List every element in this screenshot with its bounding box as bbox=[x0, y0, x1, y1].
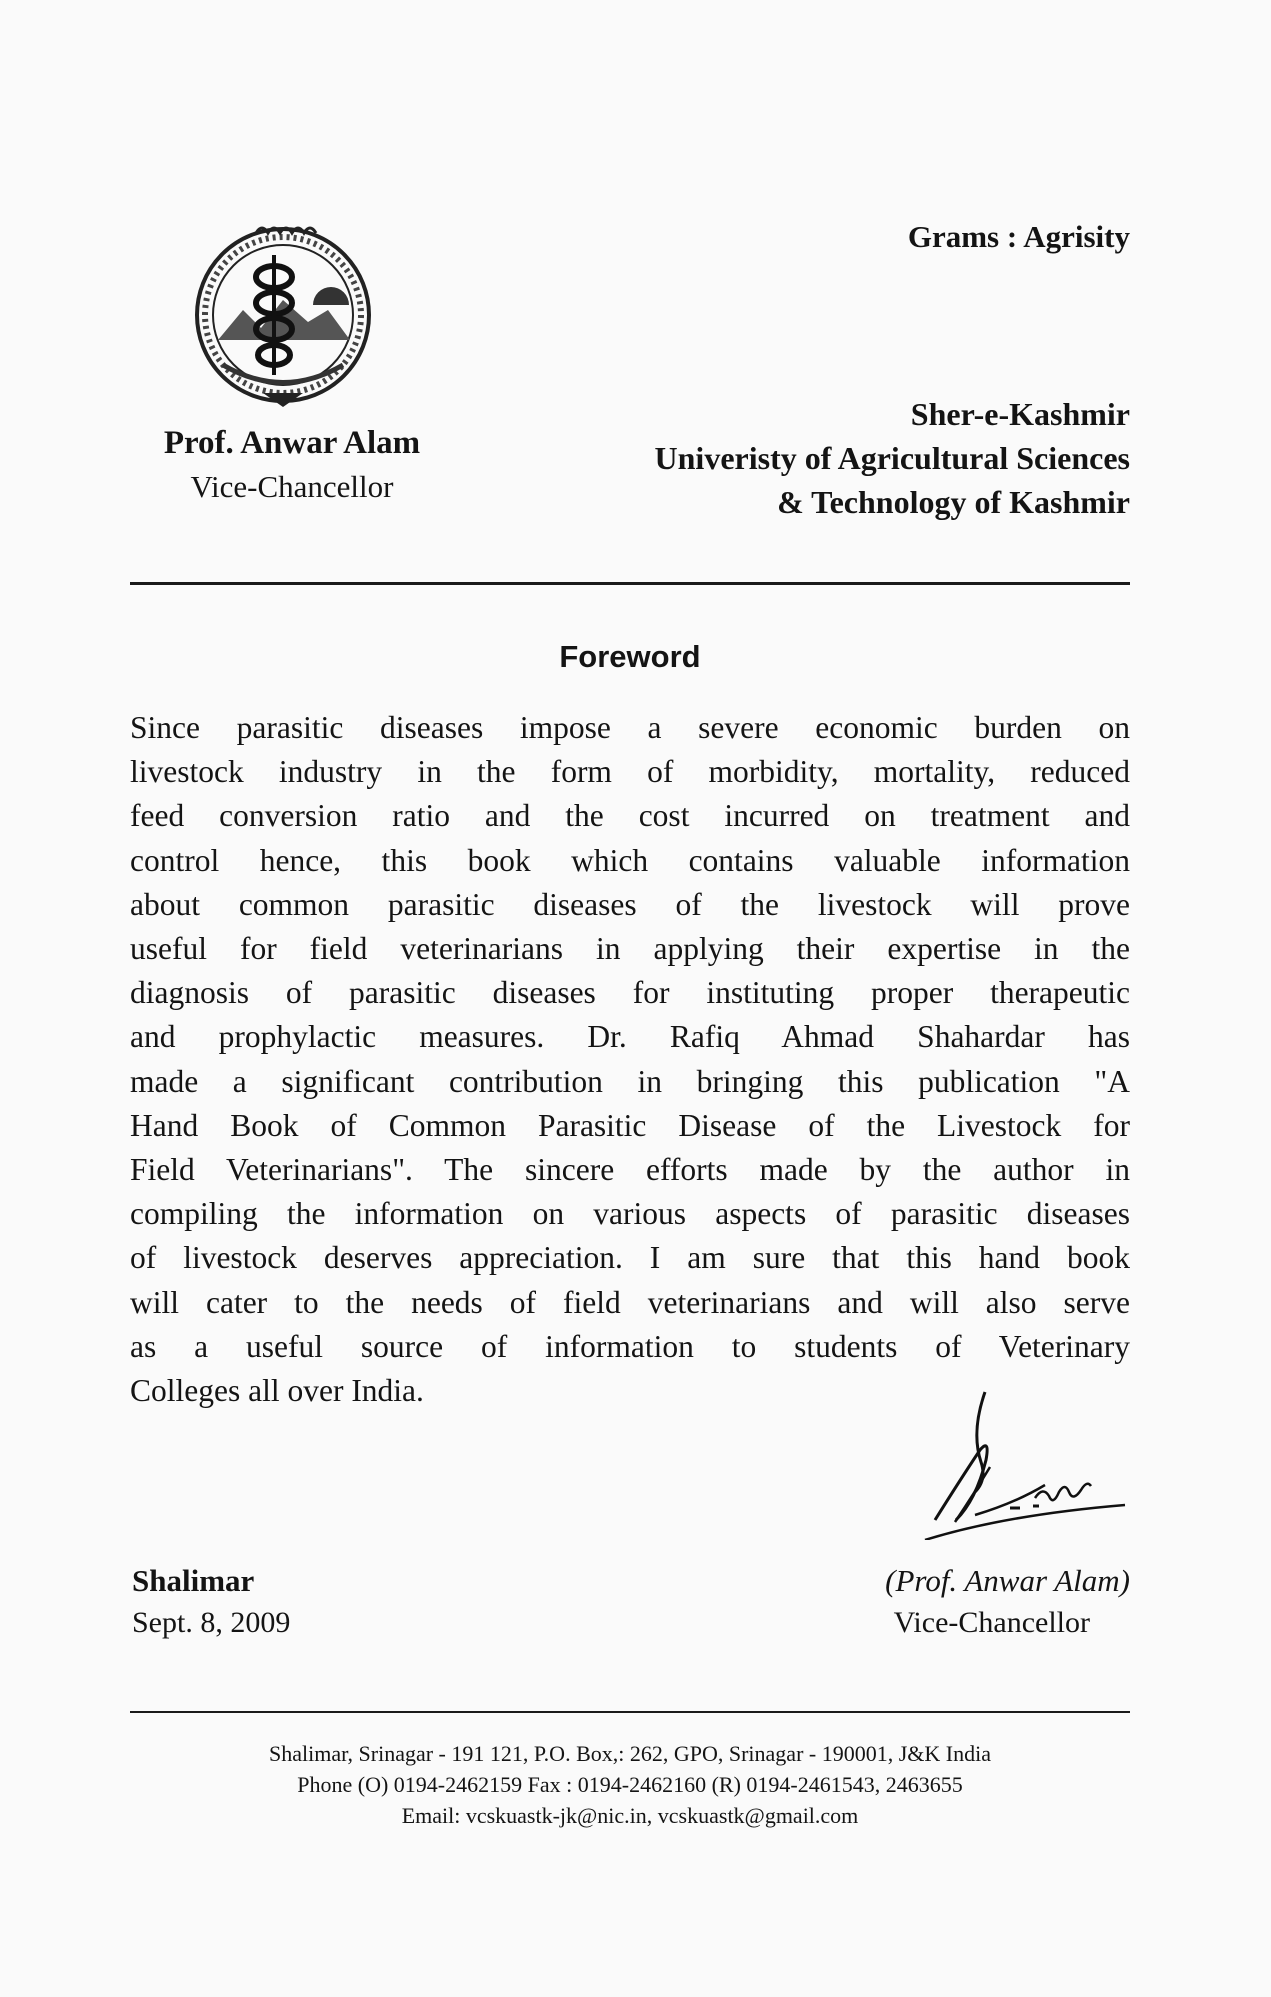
body-line: about common parasitic diseases of the livestock will prove bbox=[130, 886, 1130, 922]
foreword-body bbox=[130, 706, 1130, 1413]
body-line: of livestock deserves appreciation. I am sure that this hand book bbox=[130, 1240, 1130, 1276]
body-line: Hand Book of Common Parasitic Disease of the Livestock for bbox=[130, 1107, 1130, 1143]
footer-contact bbox=[130, 1738, 1130, 1831]
body-line: as a useful source of information to students of Veterinary bbox=[130, 1328, 1130, 1364]
vice-chancellor-name: Prof. Anwar Alam bbox=[163, 425, 421, 461]
header-divider bbox=[130, 582, 1130, 585]
body-line: useful for field veterinarians in applying their expertise in the bbox=[130, 931, 1130, 967]
body-line: and prophylactic measures. Dr. Rafiq Ahmad Shahardar has bbox=[130, 1019, 1130, 1055]
body-line: Colleges all over India. bbox=[130, 1373, 424, 1409]
vice-chancellor-designation: Vice-Chancellor bbox=[190, 469, 394, 504]
body-line: made a significant contribution in bringing this publication "A bbox=[130, 1063, 1130, 1099]
signatory-designation: Vice-Chancellor bbox=[893, 1606, 1090, 1639]
university-line: & Technology of Kashmir bbox=[777, 484, 1130, 520]
university-name bbox=[540, 392, 1130, 524]
university-seal-icon bbox=[178, 215, 388, 415]
body-line: feed conversion ratio and the cost incurred on treatment and bbox=[130, 798, 1130, 834]
footer-divider bbox=[130, 1711, 1130, 1713]
date: Sept. 8, 2009 bbox=[132, 1606, 291, 1639]
body-line: will cater to the needs of field veterinarians and will also serve bbox=[130, 1284, 1130, 1320]
body-line: livestock industry in the form of morbidity, mortality, reduced bbox=[130, 754, 1130, 790]
footer-address: Shalimar, Srinagar - 191 121, P.O. Box,: 262, GPO, Srinagar - 190001, J&K India bbox=[268, 1741, 991, 1766]
body-line: compiling the information on various aspects of parasitic diseases bbox=[130, 1196, 1130, 1232]
body-line: diagnosis of parasitic diseases for instituting proper therapeutic bbox=[130, 975, 1130, 1011]
place: Shalimar bbox=[132, 1563, 255, 1598]
body-line: Field Veterinarians". The sincere efforts made by the author in bbox=[130, 1152, 1130, 1188]
handwritten-signature-icon bbox=[915, 1390, 1135, 1540]
body-line: Since parasitic diseases impose a severe economic burden on bbox=[130, 710, 1130, 745]
footer-phone: Phone (O) 0194-2462159 Fax : 0194-2462160 (R) 0194-2461543, 2463655 bbox=[297, 1772, 963, 1797]
footer-email: Email: vcskuastk-jk@nic.in, vcskuastk@gmail.com bbox=[401, 1803, 859, 1828]
university-line: Univeristy of Agricultural Sciences bbox=[654, 440, 1130, 476]
grams-line: Grams : Agrisity bbox=[907, 219, 1130, 254]
body-line: control hence, this book which contains valuable information bbox=[130, 842, 1130, 878]
signatory-name: (Prof. Anwar Alam) bbox=[885, 1563, 1130, 1598]
university-line: Sher-e-Kashmir bbox=[910, 396, 1130, 432]
foreword-title: Foreword bbox=[559, 639, 701, 674]
